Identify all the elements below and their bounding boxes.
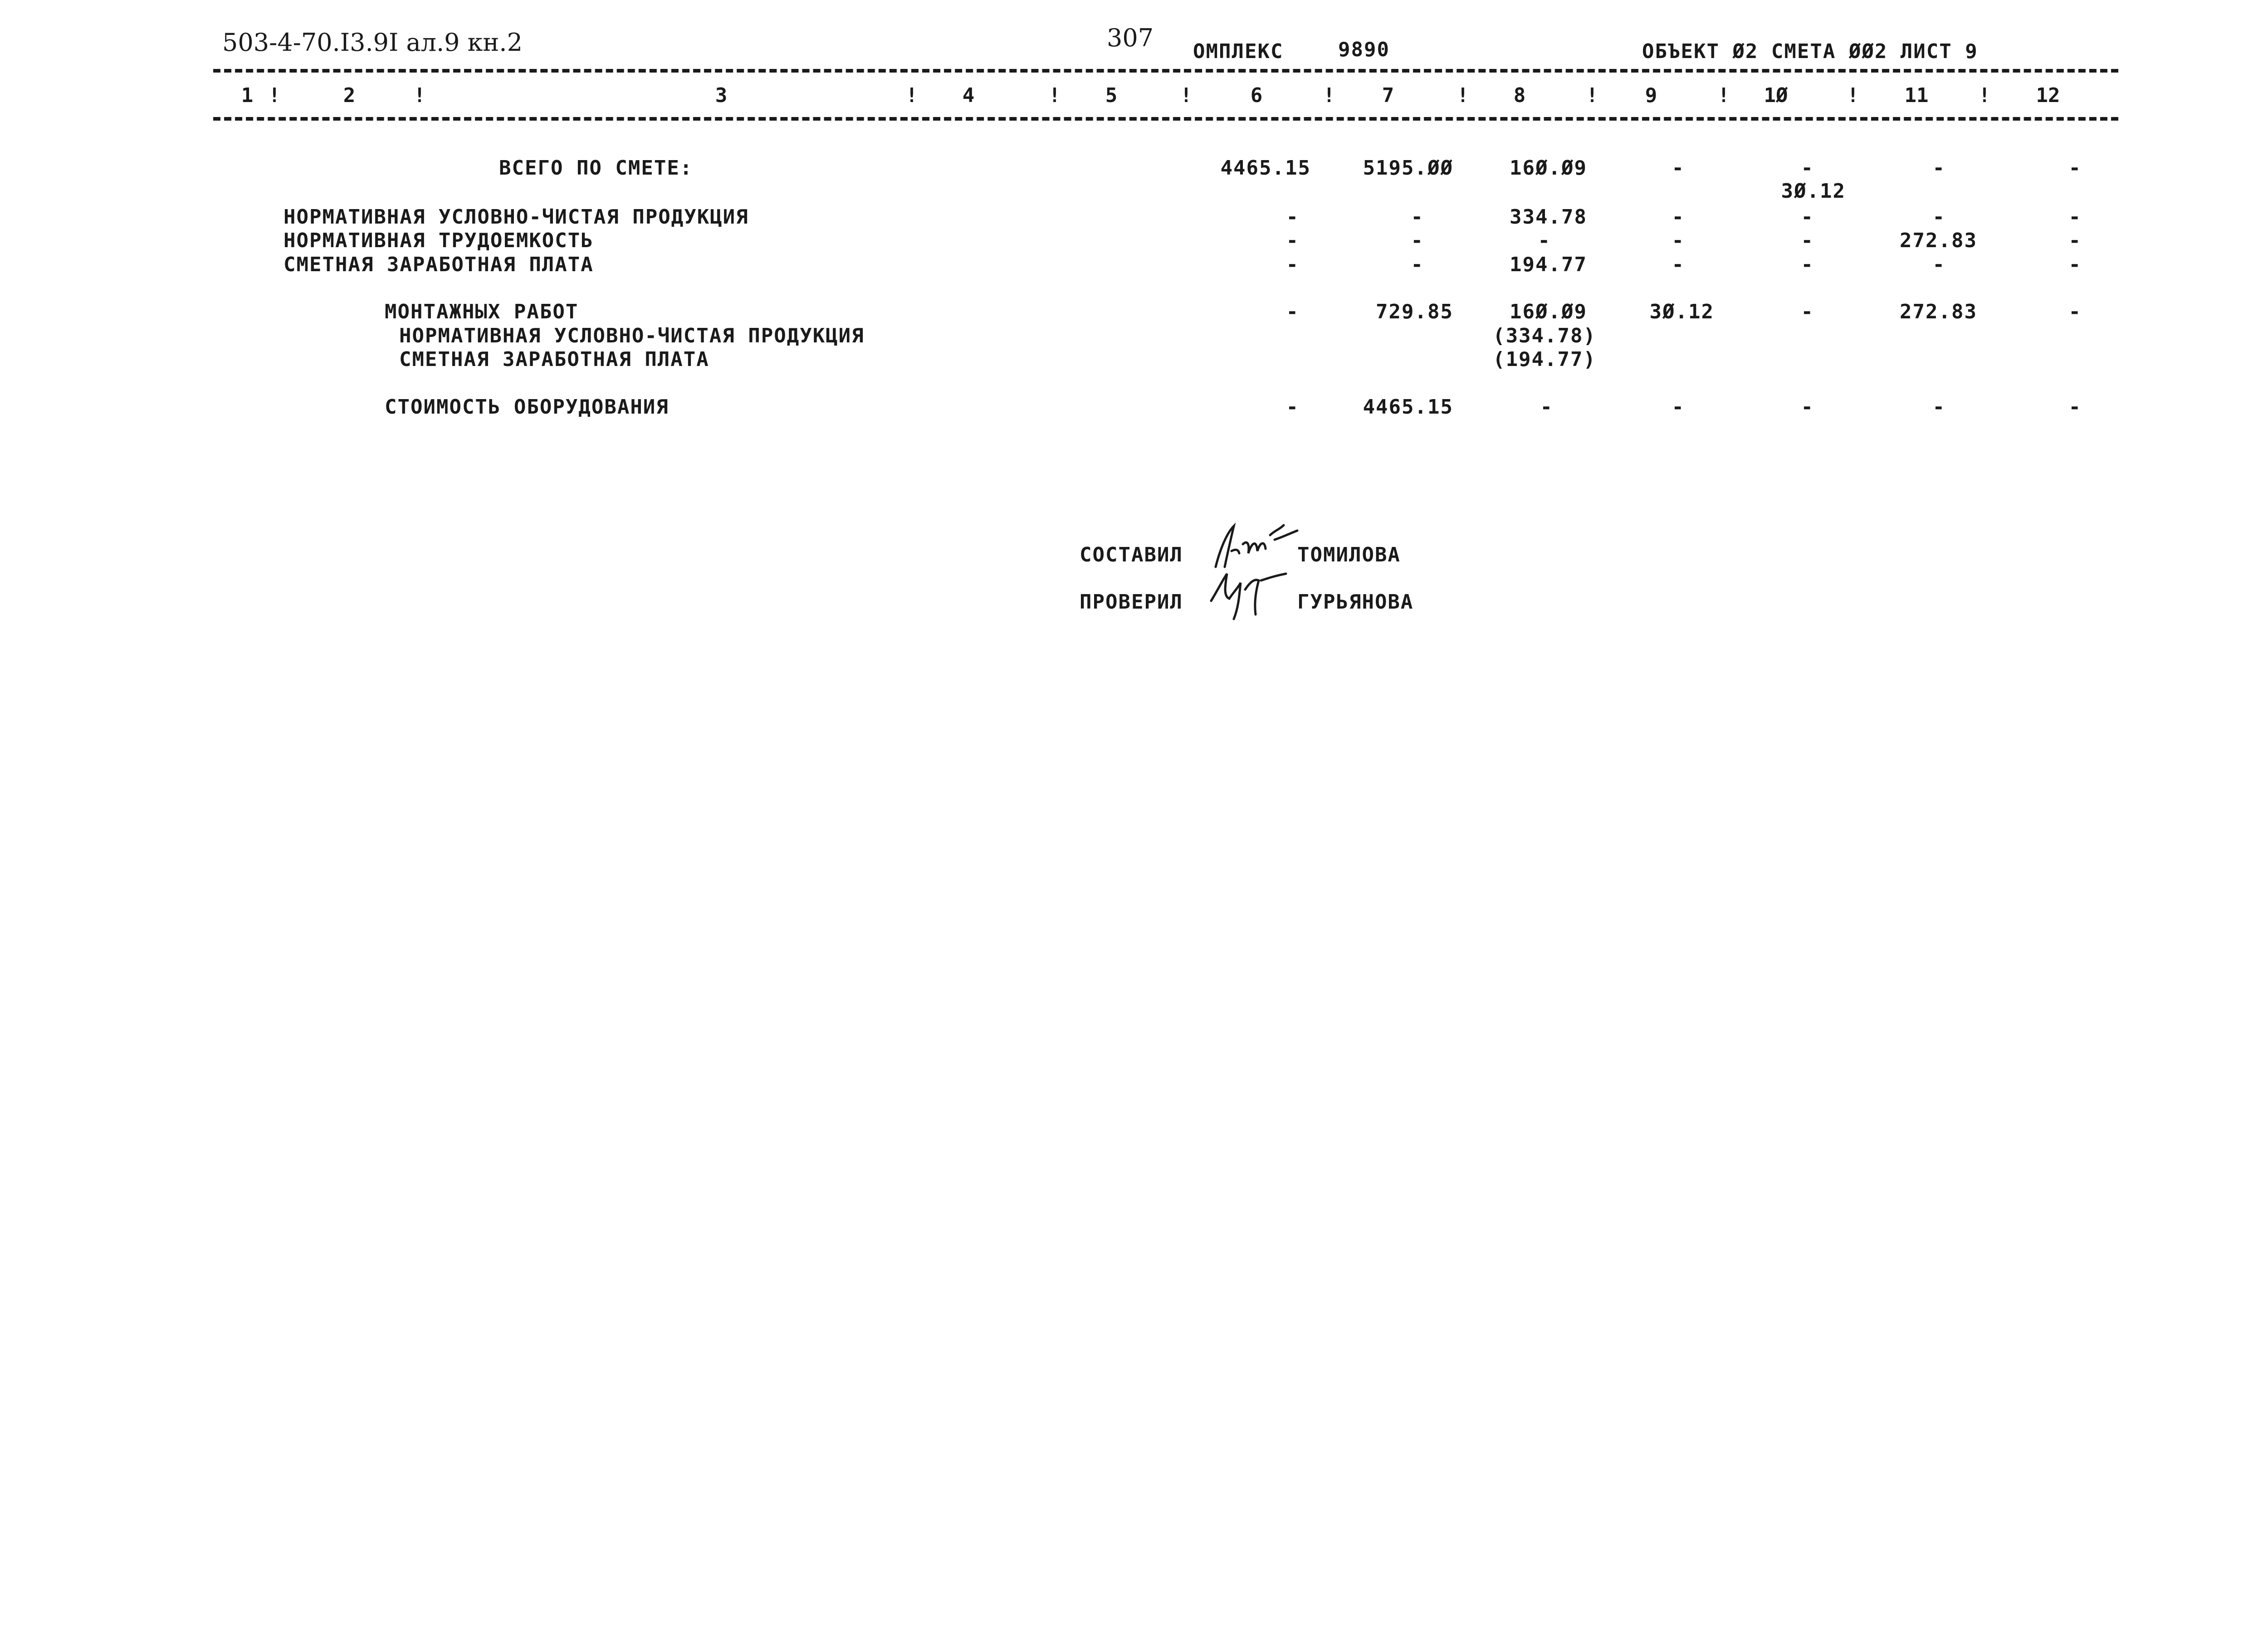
cell-col11: - — [1932, 253, 1945, 276]
cell-col10: - — [1801, 300, 1814, 323]
checked-name: ГУРЬЯНОВА — [1297, 590, 1414, 614]
object-info: ОБЪЕКТ Ø2 СМЕТА ØØ2 ЛИСТ 9 — [1642, 40, 1978, 63]
column-separator: ! — [1180, 84, 1193, 107]
complex-number: 9890 — [1338, 38, 1390, 61]
document-code: 503-4-70.I3.9I ал.9 кн.2 — [222, 28, 523, 57]
cell-col11: - — [1932, 156, 1945, 180]
cell-col6: 4465.15 — [1220, 156, 1311, 180]
cell-col6: - — [1286, 300, 1299, 323]
cell-col10-second: 3Ø.12 — [1781, 180, 1846, 203]
cell-col8: 16Ø.Ø9 — [1510, 156, 1587, 180]
row-label: СТОИМОСТЬ ОБОРУДОВАНИЯ — [385, 395, 669, 419]
cell-col6: - — [1286, 229, 1299, 252]
checked-label: ПРОВЕРИЛ — [1080, 590, 1183, 614]
column-number: 8 — [1513, 84, 1526, 107]
cell-col6: - — [1286, 205, 1299, 229]
cell-col10: - — [1801, 395, 1814, 419]
cell-col10: - — [1801, 156, 1814, 180]
composed-label: СОСТАВИЛ — [1080, 543, 1183, 566]
column-number: 1 — [241, 84, 254, 107]
cell-col12: - — [2068, 156, 2082, 180]
cell-col9: - — [1672, 205, 1685, 229]
column-separator: ! — [1847, 84, 1859, 107]
cell-col8: (334.78) — [1493, 324, 1596, 347]
column-number: 3 — [715, 84, 728, 107]
cell-col11: - — [1932, 205, 1945, 229]
cell-col8: - — [1538, 229, 1551, 252]
cell-col7: 4465.15 — [1363, 395, 1453, 419]
header-rule-top — [213, 69, 2118, 73]
cell-col8: 334.78 — [1510, 205, 1587, 229]
cell-col7: - — [1411, 253, 1424, 276]
page-number: 307 — [1107, 24, 1154, 52]
cell-col7: - — [1411, 205, 1424, 229]
cell-col11: 272.83 — [1900, 229, 1977, 252]
column-number: 12 — [2036, 84, 2060, 107]
row-label: НОРМАТИВНАЯ УСЛОВНО-ЧИСТАЯ ПРОДУКЦИЯ — [284, 205, 749, 229]
row-label: НОРМАТИВНАЯ УСЛОВНО-ЧИСТАЯ ПРОДУКЦИЯ — [399, 324, 865, 347]
cell-col8: 16Ø.Ø9 — [1510, 300, 1587, 323]
cell-col6: - — [1286, 395, 1299, 419]
column-separator: ! — [268, 84, 281, 107]
cell-col11: - — [1932, 395, 1945, 419]
cell-col7: 729.85 — [1376, 300, 1453, 323]
cell-col8: (194.77) — [1493, 348, 1596, 371]
cell-col9: - — [1672, 395, 1685, 419]
cell-col7: 5195.ØØ — [1363, 156, 1453, 180]
row-label: ВСЕГО ПО СМЕТЕ: — [499, 156, 693, 180]
column-number: 5 — [1105, 84, 1118, 107]
column-number: 2 — [343, 84, 356, 107]
column-number: 7 — [1382, 84, 1394, 107]
column-number: 9 — [1645, 84, 1657, 107]
handwritten-signature-icon — [1202, 565, 1311, 624]
cell-col10: - — [1801, 205, 1814, 229]
column-number: 1Ø — [1764, 84, 1788, 107]
row-label: СМЕТНАЯ ЗАРАБОТНАЯ ПЛАТА — [399, 348, 709, 371]
column-separator: ! — [905, 84, 918, 107]
cell-col10: - — [1801, 229, 1814, 252]
row-label: СМЕТНАЯ ЗАРАБОТНАЯ ПЛАТА — [284, 253, 594, 276]
cell-col11: 272.83 — [1900, 300, 1977, 323]
column-separator: ! — [413, 84, 426, 107]
cell-col12: - — [2068, 253, 2082, 276]
row-label: НОРМАТИВНАЯ ТРУДОЕМКОСТЬ — [284, 229, 594, 252]
cell-col9: - — [1672, 229, 1685, 252]
cell-col9: - — [1672, 253, 1685, 276]
cell-col9: - — [1672, 156, 1685, 180]
cell-col9: 3Ø.12 — [1649, 300, 1714, 323]
column-number: 11 — [1904, 84, 1929, 107]
column-number: 6 — [1250, 84, 1263, 107]
column-separator: ! — [1457, 84, 1469, 107]
column-separator: ! — [1717, 84, 1730, 107]
composed-name: ТОМИЛОВА — [1297, 543, 1401, 566]
cell-col8: 194.77 — [1510, 253, 1587, 276]
cell-col8: - — [1540, 395, 1553, 419]
cell-col12: - — [2068, 229, 2082, 252]
column-number: 4 — [962, 84, 975, 107]
row-label: МОНТАЖНЫХ РАБОТ — [385, 300, 579, 323]
cell-col12: - — [2068, 205, 2082, 229]
cell-col7: - — [1411, 229, 1424, 252]
column-separator: ! — [1978, 84, 1991, 107]
column-separator: ! — [1048, 84, 1061, 107]
column-separator: ! — [1586, 84, 1598, 107]
cell-col12: - — [2068, 300, 2082, 323]
complex-label: ОМПЛЕКС — [1193, 40, 1284, 63]
cell-col12: - — [2068, 395, 2082, 419]
column-separator: ! — [1323, 84, 1335, 107]
cell-col10: - — [1801, 253, 1814, 276]
header-rule-bottom — [213, 117, 2118, 121]
cell-col6: - — [1286, 253, 1299, 276]
